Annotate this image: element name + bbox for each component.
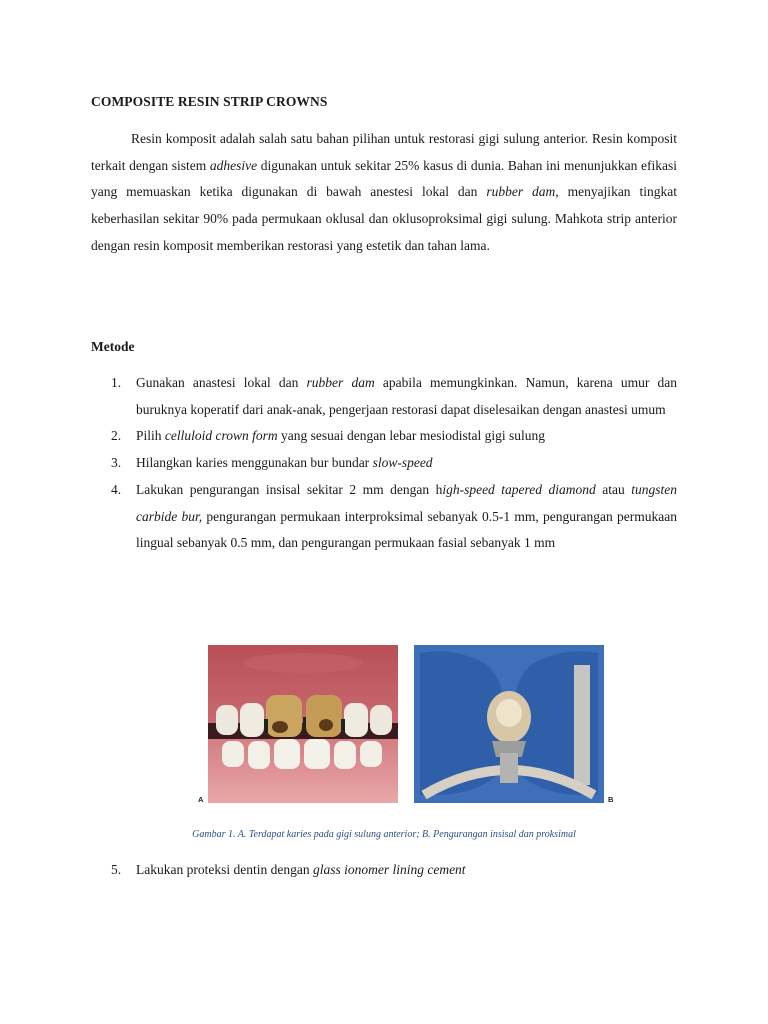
list-number: 2. bbox=[111, 428, 122, 444]
list-item bbox=[91, 423, 677, 450]
intro-text-2: digunakan untuk sekitar 25% kasus di dunia. Bahan ini menunjukkan efikasi yang memuaskan ketika digunakan di bawah anestesi lokal dan bbox=[91, 157, 678, 200]
methods-list-continued bbox=[91, 857, 677, 884]
list-number: 4. bbox=[111, 481, 122, 497]
step-text: apabila memungkinkan. Namun, karena umur dan buruknya koperatif dari anak-anak, pengerjaan restorasi dapat diselesaikan dengan anastesi umum bbox=[136, 375, 678, 417]
photo-anterior-caries bbox=[208, 645, 398, 803]
step-text: pengurangan permukaan interproksimal sebanyak 0.5-1 mm, pengurangan permukaan lingual sebanyak 0.5 mm, dan pengurangan permukaan fasial sebanyak 1 mm bbox=[136, 508, 677, 551]
step-text: Hilangkan karies menggunakan bur bundar bbox=[136, 455, 373, 471]
figure-1 bbox=[196, 645, 616, 805]
step-italic: tungsten carbide bur, bbox=[136, 481, 677, 524]
intro-text-3: , menyajikan tingkat keberhasilan sekitar 90% pada permukaan oklusal dan oklusoproksimal gigi sulung. Mahkota strip anterior dengan resin komposit memberikan restorasi yang estetik dan tahan lama. bbox=[91, 184, 677, 253]
step-italic: slow-speed bbox=[372, 455, 433, 471]
figure-caption: Gambar 1. A. Terdapat karies pada gigi sulung anterior; B. Pengurangan insisal dan proksimal bbox=[192, 829, 576, 840]
list-number: 5. bbox=[111, 862, 122, 877]
list-number: 3. bbox=[111, 455, 122, 471]
list-item bbox=[91, 857, 677, 884]
teeth-caries-image bbox=[208, 645, 398, 803]
step-text: yang sesuai dengan lebar mesiodistal gigi sulung bbox=[277, 428, 545, 444]
list-item bbox=[91, 370, 677, 423]
list-item bbox=[91, 450, 677, 477]
rubber-dam-image bbox=[414, 645, 604, 803]
step-italic: igh-speed tapered diamond bbox=[442, 481, 596, 497]
list-number: 1. bbox=[111, 375, 122, 390]
step-text: Lakukan proteksi dentin dengan bbox=[136, 862, 313, 877]
step-italic: glass ionomer lining cement bbox=[312, 862, 466, 877]
step-text: Pilih bbox=[136, 428, 165, 444]
list-item bbox=[91, 477, 677, 557]
intro-paragraph bbox=[91, 126, 677, 260]
figure-label-b: B bbox=[608, 795, 614, 804]
methods-list bbox=[91, 370, 677, 557]
step-text: Gunakan anastesi lokal dan bbox=[136, 375, 307, 390]
intro-italic-rubber-dam: rubber dam bbox=[486, 184, 556, 200]
step-text: atau bbox=[595, 481, 632, 497]
section-heading-metode: Metode bbox=[91, 339, 135, 354]
step-italic: celluloid crown form bbox=[164, 428, 278, 444]
intro-italic-adhesive: adhesive bbox=[209, 157, 258, 173]
figure-label-a: A bbox=[198, 795, 204, 804]
intro-text-1: Resin komposit adalah salah satu bahan pilihan untuk restorasi gigi sulung anterior. Resin komposit terkait dengan sistem bbox=[91, 131, 677, 173]
step-text: Lakukan pengurangan insisal sekitar 2 mm dengan h bbox=[136, 481, 443, 497]
photo-incisal-reduction bbox=[414, 645, 604, 803]
document-title: COMPOSITE RESIN STRIP CROWNS bbox=[91, 94, 328, 109]
step-italic: rubber dam bbox=[306, 375, 375, 390]
